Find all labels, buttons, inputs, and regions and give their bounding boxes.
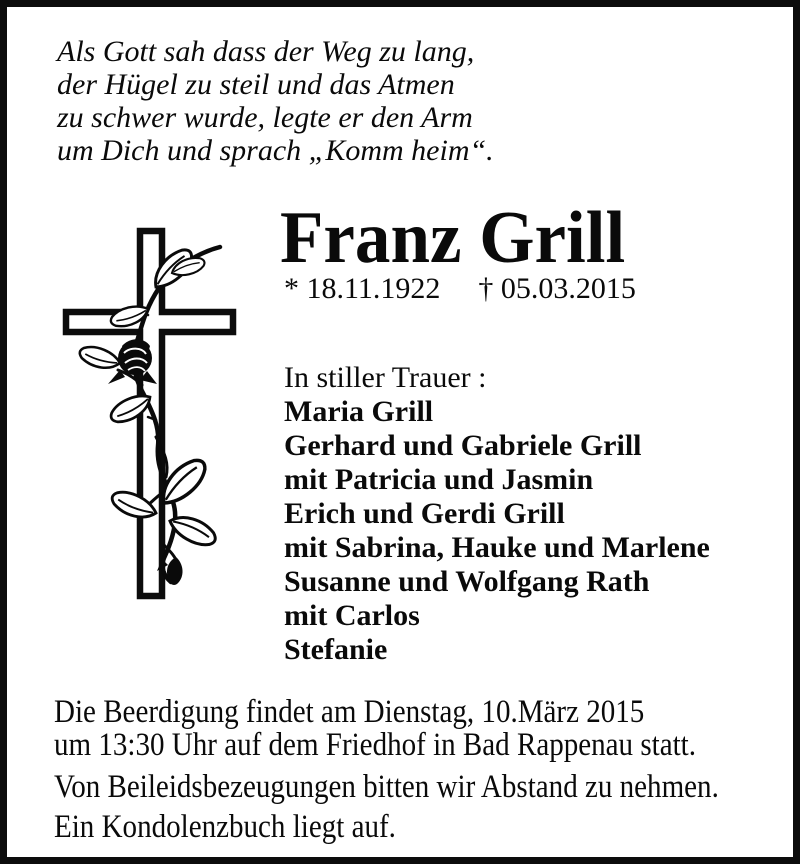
mourners-list	[284, 361, 710, 667]
poem-line: Als Gott sah dass der Weg zu lang,	[57, 35, 475, 68]
death-date: † 05.03.2015	[478, 272, 636, 305]
poem-line: um Dich und sprach „Komm heim“.	[57, 134, 494, 167]
funeral-line: Die Beerdigung findet am Dienstag, 10.März 2015	[54, 694, 645, 730]
mourner-name: mit Carlos	[284, 599, 420, 632]
mourner-name: Susanne und Wolfgang Rath	[284, 565, 650, 598]
condolence-note: Von Beileidsbezeugungen bitten wir Abstand zu nehmen.	[54, 769, 719, 805]
mourner-name: mit Sabrina, Hauke und Marlene	[284, 531, 710, 564]
life-dates	[284, 271, 636, 307]
mourner-name: Stefanie	[284, 633, 388, 666]
funeral-line: um 13:30 Uhr auf dem Friedhof in Bad Rappenau statt.	[54, 727, 696, 763]
cross-rose-illustration	[52, 225, 252, 605]
mourner-name: Erich und Gerdi Grill	[284, 497, 565, 530]
birth-date: * 18.11.1922	[284, 272, 441, 305]
memorial-poem	[57, 35, 494, 167]
deceased-name: Franz Grill	[280, 197, 626, 279]
poem-line: zu schwer wurde, legte er den Arm	[57, 101, 473, 134]
poem-line: der Hügel zu steil und das Atmen	[57, 68, 455, 101]
mourner-name: mit Patricia und Jasmin	[284, 463, 594, 496]
condolence-book-note: Ein Kondolenzbuch liegt auf.	[54, 809, 396, 845]
mourners-intro: In stiller Trauer :	[284, 361, 487, 394]
mourner-name: Gerhard und Gabriele Grill	[284, 429, 642, 462]
funeral-details	[54, 696, 800, 844]
mourner-name: Maria Grill	[284, 395, 434, 428]
